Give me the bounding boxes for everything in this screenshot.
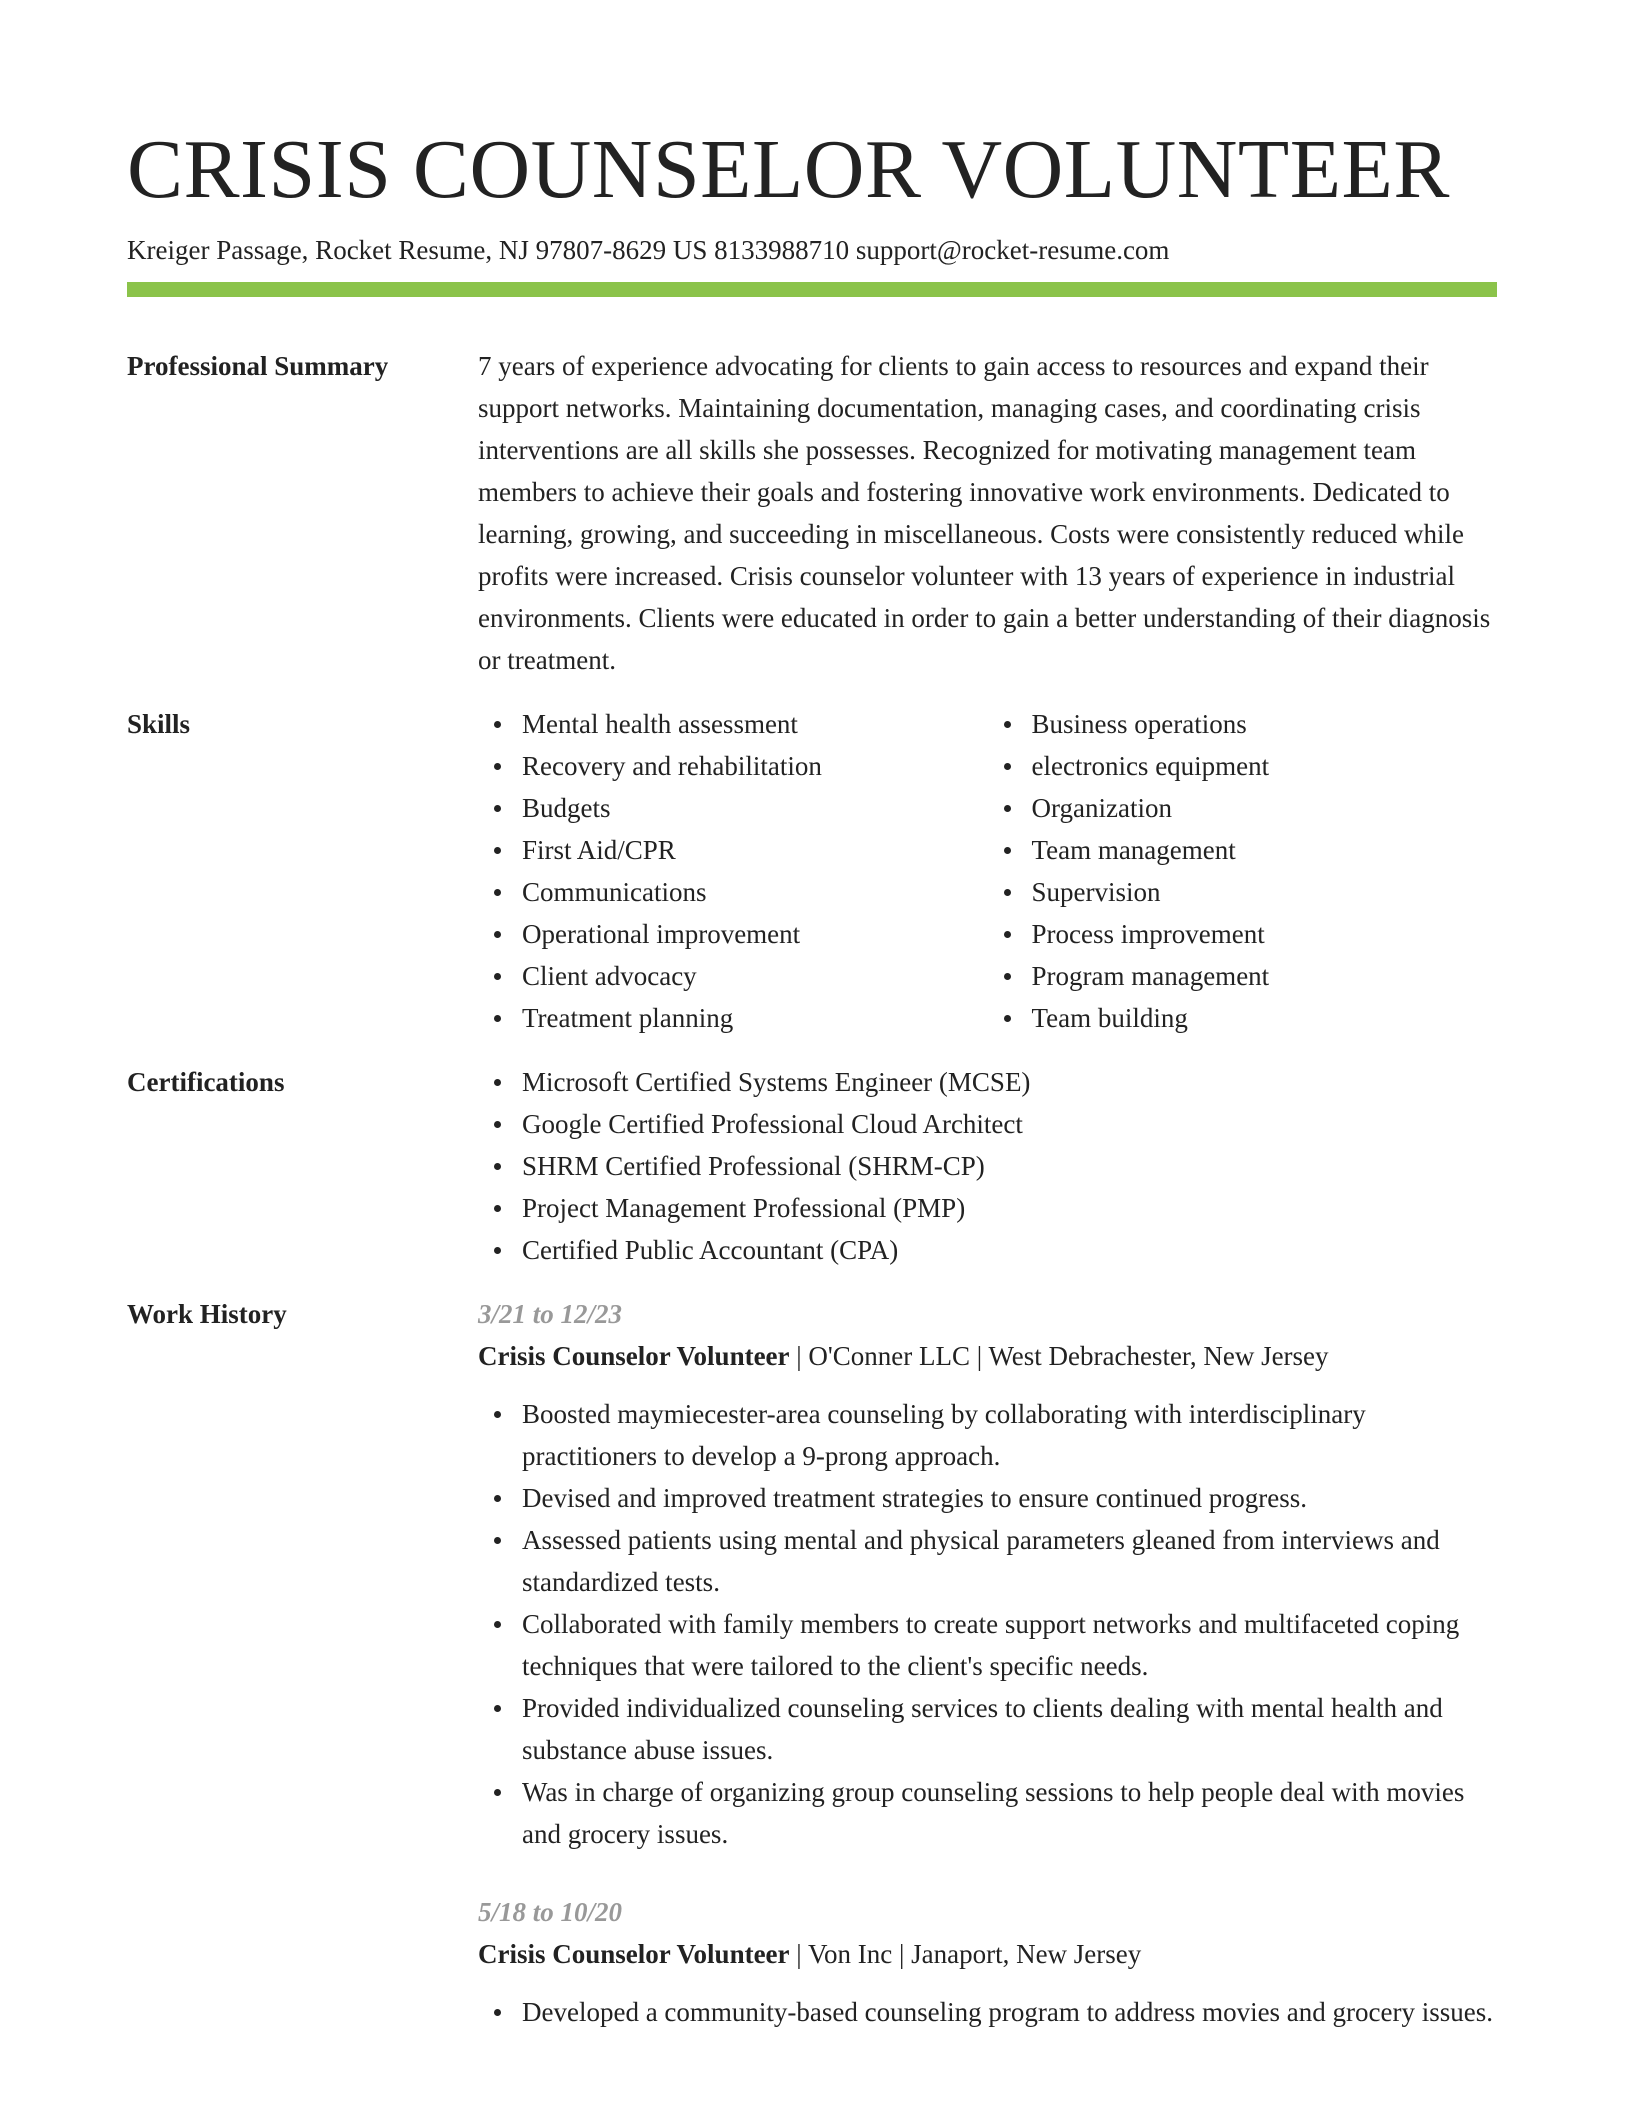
section-title-summary: Professional Summary bbox=[127, 351, 389, 381]
work-history-body bbox=[478, 1293, 1497, 2033]
job-details: | Von Inc | Janaport, New Jersey bbox=[789, 1939, 1142, 1969]
list-item: Organization bbox=[1032, 787, 1498, 829]
job-header bbox=[478, 1335, 1497, 1377]
list-item: Devised and improved treatment strategies to ensure continued progress. bbox=[522, 1477, 1497, 1519]
resume-name: CRISIS COUNSELOR VOLUNTEER bbox=[127, 123, 1450, 216]
skills-list-left bbox=[478, 703, 988, 1039]
list-item: electronics equipment bbox=[1032, 745, 1498, 787]
list-item: Team building bbox=[1032, 997, 1498, 1039]
job-title: Crisis Counselor Volunteer bbox=[478, 1341, 790, 1371]
resume-page bbox=[127, 0, 1497, 2033]
list-item: Operational improvement bbox=[522, 913, 988, 955]
contact-info: Kreiger Passage, Rocket Resume, NJ 97807-8629 US 8133988710 support@rocket-resume.com bbox=[127, 235, 1170, 265]
list-item: Program management bbox=[1032, 955, 1498, 997]
list-item: Supervision bbox=[1032, 871, 1498, 913]
job-header bbox=[478, 1933, 1497, 1975]
list-item: Certified Public Accountant (CPA) bbox=[522, 1229, 1497, 1271]
skills-section bbox=[127, 703, 1497, 1039]
certifications-section bbox=[127, 1061, 1497, 1271]
list-item: Treatment planning bbox=[522, 997, 988, 1039]
section-title-skills: Skills bbox=[127, 709, 191, 739]
list-item: Communications bbox=[522, 871, 988, 913]
list-item: Process improvement bbox=[1032, 913, 1498, 955]
job-details: | O'Conner LLC | West Debrachester, New Jersey bbox=[789, 1341, 1329, 1371]
list-item: Mental health assessment bbox=[522, 703, 988, 745]
list-item: Project Management Professional (PMP) bbox=[522, 1187, 1497, 1229]
job-bullets bbox=[478, 1393, 1497, 1855]
skills-list-right bbox=[988, 703, 1498, 1039]
summary-text: 7 years of experience advocating for clients to gain access to resources and expand their support networks. Maintaining documentation, managing cases, and coordinating crisis interventions are all skills she possesses. Recognized for motivating management team members to achieve their goals and fostering innovative work environments. Dedicated to learning, growing, and succeeding in miscellaneous. Costs were consistently reduced while profits were increased. Crisis counselor volunteer with 13 years of experience in industrial environments. Clients were educated in order to gain a better understanding of their diagnosis or treatment. bbox=[478, 351, 1491, 675]
summary-body bbox=[478, 345, 1497, 681]
list-item: Recovery and rehabilitation bbox=[522, 745, 988, 787]
job-title: Crisis Counselor Volunteer bbox=[478, 1939, 790, 1969]
list-item: Microsoft Certified Systems Engineer (MCSE) bbox=[522, 1061, 1497, 1103]
section-title-work-history: Work History bbox=[127, 1299, 287, 1329]
list-item: Was in charge of organizing group counseling sessions to help people deal with movies and grocery issues. bbox=[522, 1771, 1497, 1855]
summary-section bbox=[127, 345, 1497, 681]
list-item: Assessed patients using mental and physical parameters gleaned from interviews and standardized tests. bbox=[522, 1519, 1497, 1603]
section-title-certifications: Certifications bbox=[127, 1067, 285, 1097]
list-item: Collaborated with family members to create support networks and multifaceted coping techniques that were tailored to the client's specific needs. bbox=[522, 1603, 1497, 1687]
list-item: Provided individualized counseling services to clients dealing with mental health and substance abuse issues. bbox=[522, 1687, 1497, 1771]
job-entry bbox=[478, 1891, 1497, 2033]
list-item: Boosted maymiecester-area counseling by collaborating with interdisciplinary practitioners to develop a 9-prong approach. bbox=[522, 1393, 1497, 1477]
header-divider bbox=[127, 282, 1497, 297]
job-dates: 5/18 to 10/20 bbox=[478, 1897, 623, 1927]
list-item: Client advocacy bbox=[522, 955, 988, 997]
list-item: Business operations bbox=[1032, 703, 1498, 745]
list-item: SHRM Certified Professional (SHRM-CP) bbox=[522, 1145, 1497, 1187]
job-bullets bbox=[478, 1991, 1497, 2033]
list-item: Budgets bbox=[522, 787, 988, 829]
list-item: Developed a community-based counseling program to address movies and grocery issues. bbox=[522, 1991, 1497, 2033]
certifications-list bbox=[478, 1061, 1497, 1271]
job-dates: 3/21 to 12/23 bbox=[478, 1299, 623, 1329]
list-item: First Aid/CPR bbox=[522, 829, 988, 871]
job-entry bbox=[478, 1293, 1497, 1855]
skills-body bbox=[478, 703, 1497, 1039]
list-item: Team management bbox=[1032, 829, 1498, 871]
list-item: Google Certified Professional Cloud Architect bbox=[522, 1103, 1497, 1145]
certifications-body bbox=[478, 1061, 1497, 1271]
work-history-section bbox=[127, 1293, 1497, 2033]
